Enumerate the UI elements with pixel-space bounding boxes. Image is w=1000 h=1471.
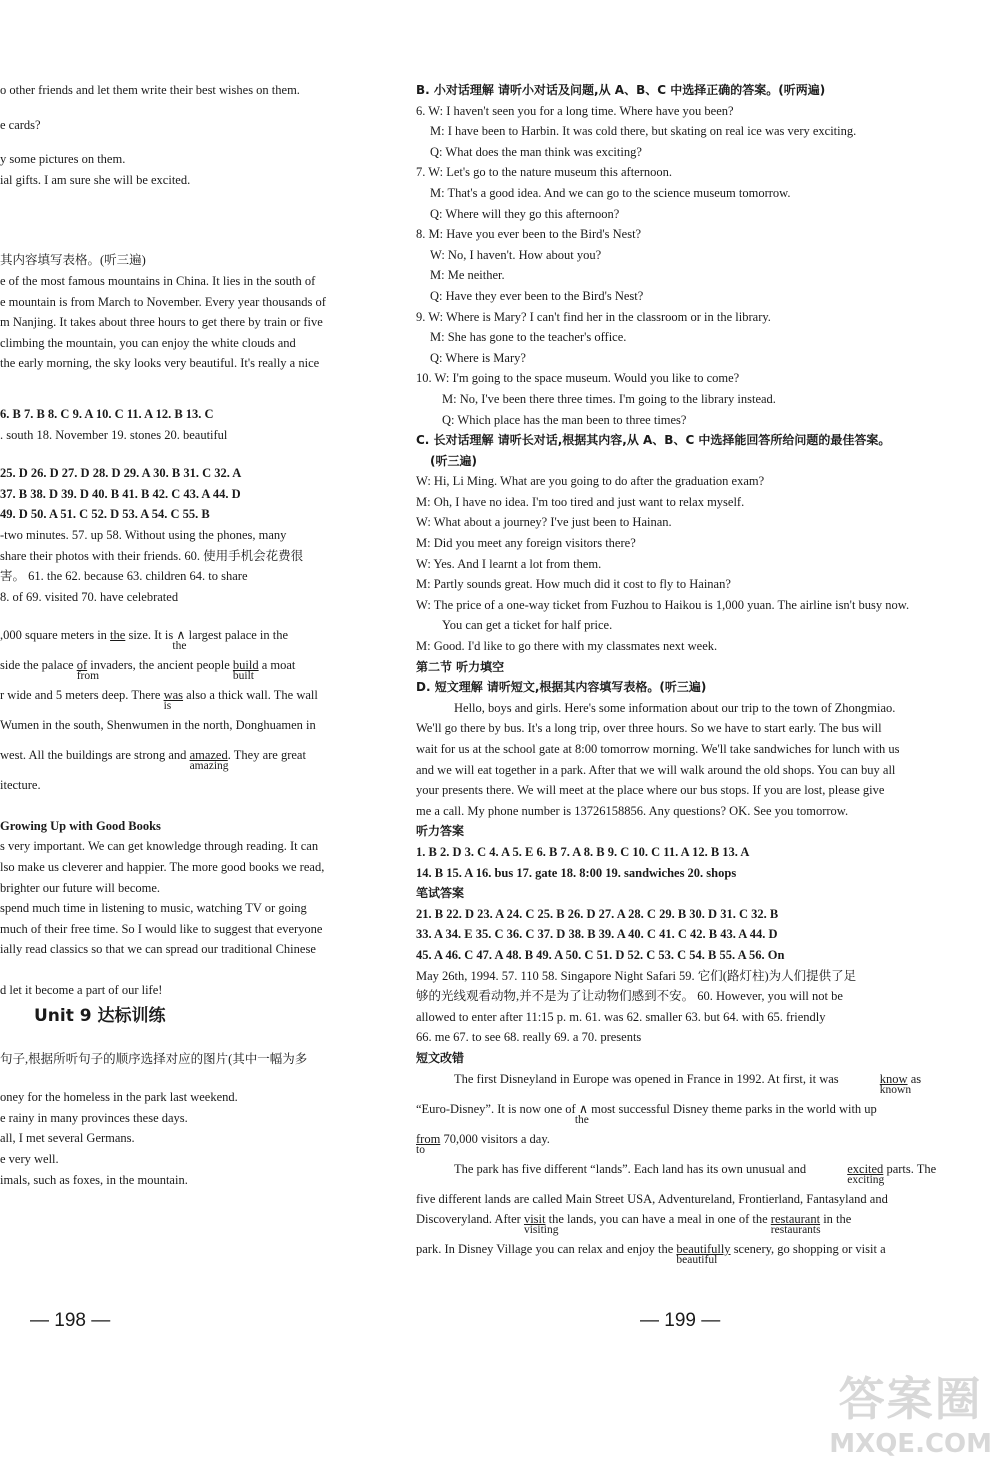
answer-line: allowed to enter after 11:15 p. m. 61. was 62. smaller 63. but 64. with 65. friendly (416, 1009, 826, 1024)
correction-wrong: amazed (189, 748, 228, 763)
passage-line: We'll go there by bus. It's a long trip, over three hours. So we have to start early. The bus will (416, 721, 882, 736)
correction-wrong: from (416, 1131, 441, 1146)
correction-fix: to (416, 1143, 425, 1156)
section-heading: C. 长对话理解 请听长对话,根据其内容,从 A、B、C 中选择能回答所给问题的最佳答案。 (416, 433, 891, 448)
text-line: e mountain is from March to November. Every year thousands of (0, 294, 326, 309)
watermark (829, 1363, 992, 1459)
answer-line: share their photos with their friends. 60. 使用手机会花费很 (0, 548, 304, 563)
dialog-line: 7. W: Let's go to the nature museum this afternoon. (416, 165, 673, 180)
correction-fix: built (232, 670, 254, 683)
dialog-line: W: The price of a one-way ticket from Fuzhou to Haikou is 1,000 yuan. The airline isn't busy now. (416, 597, 910, 612)
answer-line: 25. D 26. D 27. D 28. D 29. A 30. B 31. C 32. A (0, 466, 242, 481)
text-line: 其内容填写表格。(听三遍) (0, 253, 146, 268)
dialog-line: M: Good. I'd like to go there with my classmates next week. (416, 639, 718, 654)
dialog-line: 9. W: Where is Mary? I can't find her in the classroom or in the library. (416, 309, 771, 324)
correction-fix: known (879, 1083, 912, 1096)
dialog-line: M: She has gone to the teacher's office. (430, 330, 627, 345)
correction-line: park. In Disney Village you can relax and enjoy the beautifully beautiful scenery, go shopping or visit a (416, 1239, 990, 1269)
correction-fix: visiting (523, 1224, 559, 1237)
correction-line: from to 70,000 visitors a day. (416, 1129, 990, 1159)
correction-line: Discoveryland. After visit visiting the lands, you can have a meal in one of the restaurant restaurants in the (416, 1209, 990, 1239)
correction-line: The park has five different “lands”. Each land has its own unusual and excited exciting parts. The (416, 1159, 990, 1189)
text-line: the early morning, the sky looks very beautiful. It's really a nice (0, 356, 320, 371)
dialog-line: M: That's a good idea. And we can go to the science museum tomorrow. (430, 185, 791, 200)
dialog-line: Q: Which place has the man been to three times? (442, 412, 687, 427)
answers-heading: 笔试答案 (416, 886, 465, 901)
watermark-logo: 答案圈 (838, 1372, 983, 1426)
page-number-left: — 198 — (30, 1310, 111, 1331)
section-heading: D. 短文理解 请听短文,根据其内容填写表格。(听三遍) (416, 680, 707, 695)
correction-fix: from (76, 670, 100, 683)
dialog-line: M: Oh, I have no idea. I'm too tired and just want to relax myself. (416, 494, 745, 509)
essay-line: brighter our future will become. (0, 880, 161, 895)
correction-wrong: restaurant (770, 1212, 821, 1227)
essay-line: lso make us cleverer and happier. The more good books we read, (0, 860, 325, 875)
text-line: e very well. (0, 1152, 59, 1166)
insert-caret: ∧ (176, 628, 186, 643)
text-line: m Nanjing. It takes about three hours to get there by train or five (0, 315, 323, 330)
section-heading-cont: (听三遍) (430, 453, 477, 468)
page-number-right: — 199 — (640, 1310, 721, 1331)
answer-line: 8. of 69. visited 70. have celebrated (0, 589, 179, 604)
correction-line: side the palace of from invaders, the ancient people build built a moat (0, 655, 388, 685)
answer-line: 14. B 15. A 16. bus 17. gate 18. 8:00 19. sandwiches 20. shops (416, 865, 737, 880)
dialog-line: M: No, I've been there three times. I'm going to the library instead. (442, 391, 776, 406)
answer-line: 45. A 46. C 47. A 48. B 49. A 50. C 51. D 52. C 53. C 54. B 55. A 56. On (416, 947, 785, 962)
text-line: e rainy in many provinces these days. (0, 1110, 188, 1125)
passage-line: me a call. My phone number is 13726158856. Any questions? OK. See you tomorrow. (416, 803, 849, 818)
correction-wrong: excited (847, 1161, 884, 1176)
correction-line: west. All the buildings are strong and amazed amazing . They are great (0, 745, 388, 775)
dialog-line: W: Hi, Li Ming. What are you going to do after the graduation exam? (416, 474, 765, 489)
essay-title: Growing Up with Good Books (0, 818, 161, 833)
right-column (416, 80, 990, 1269)
correction-wrong: know (879, 1071, 908, 1086)
passage-line: five different lands are called Main Street USA, Adventureland, Frontierland, Fantasyland and (416, 1191, 888, 1206)
correction-fix: exciting (847, 1173, 885, 1186)
text-line: all, I met several Germans. (0, 1131, 135, 1146)
correction-wrong: visit (523, 1212, 546, 1227)
correction-wrong: beautifully (676, 1242, 731, 1257)
correction-wrong: build (232, 658, 259, 673)
passage-line: wait for us at the school gate at 8:00 tomorrow morning. We'll take sandwiches for lunch with us (416, 742, 900, 756)
essay-line: s very important. We can get knowledge through reading. It can (0, 839, 319, 854)
passage-line: your presents there. We will meet at the place where our bus stops. If you are lost, please give (416, 783, 885, 798)
dialog-line: M: Partly sounds great. How much did it cost to fly to Hainan? (416, 577, 731, 592)
dialog-line: M: Me neither. (430, 268, 505, 283)
text-line: e of the most famous mountains in China. It lies in the south of (0, 273, 316, 288)
essay-line: d let it become a part of our life! (0, 983, 163, 998)
answer-line: 21. B 22. D 23. A 24. C 25. B 26. D 27. A 28. C 29. B 30. D 31. C 32. B (416, 906, 779, 921)
dialog-line: Q: What does the man think was exciting? (430, 144, 642, 159)
correction-wrong: was (163, 688, 184, 703)
correction-fix: the (172, 640, 187, 653)
dialog-line: 8. M: Have you ever been to the Bird's Nest? (416, 227, 642, 242)
correction-wrong: the (110, 628, 126, 643)
correction-line: “Euro-Disney”. It is now one of ∧ the most successful Disney theme parks in the world with up (416, 1099, 990, 1129)
text-line: y some pictures on them. (0, 152, 126, 167)
text-line: Wumen in the south, Shenwumen in the north, Donghuamen in (0, 718, 316, 733)
left-column (0, 80, 388, 1190)
correction-fix: restaurants (770, 1224, 821, 1237)
text-line: itecture. (0, 778, 41, 793)
dialog-line: Q: Have they ever been to the Bird's Nest? (430, 288, 644, 303)
text-line: ial gifts. I am sure she will be excited. (0, 172, 191, 187)
watermark-url: MXQE.COM (829, 1429, 992, 1459)
text-line: imals, such as foxes, in the mountain. (0, 1172, 188, 1187)
answer-line: 够的光线观看动物,并不是为了让动物们感到不安。 60. However, you will not be (416, 989, 843, 1004)
insert-caret: ∧ (578, 1101, 588, 1116)
text-line: 句子,根据所听句子的顺序选择对应的图片(其中一幅为多 (0, 1051, 308, 1066)
dialog-line: 6. W: I haven't seen you for a long time. Where have you been? (416, 103, 734, 118)
answer-line: 37. B 38. D 39. D 40. B 41. B 42. C 43. A 44. D (0, 486, 241, 501)
answer-line: May 26th, 1994. 57. 110 58. Singapore Night Safari 59. 它们(路灯柱)为人们提供了足 (416, 968, 857, 983)
correction-fix: beautiful (676, 1254, 718, 1267)
answer-line: -two minutes. 57. up 58. Without using the phones, many (0, 527, 287, 542)
correction-line: r wide and 5 meters deep. There was is also a thick wall. The wall (0, 685, 388, 715)
answer-line: 1. B 2. D 3. C 4. A 5. E 6. B 7. A 8. B 9. C 10. C 11. A 12. B 13. A (416, 844, 750, 859)
text-line: climbing the mountain, you can enjoy the white clouds and (0, 335, 296, 350)
passage-line: and we will eat together in a park. After that we will walk around the old shops. You can buy all (416, 762, 896, 777)
dialog-line: You can get a ticket for half price. (442, 618, 613, 633)
answer-line: 49. D 50. A 51. C 52. D 53. A 54. C 55. B (0, 507, 210, 522)
answer-line: 33. A 34. E 35. C 36. C 37. D 38. B 39. A 40. C 41. C 42. B 43. A 44. D (416, 927, 778, 942)
text-line: e cards? (0, 117, 41, 132)
dialog-line: W: Yes. And I learnt a lot from them. (416, 556, 602, 571)
correction-fix: is (163, 700, 172, 713)
passage-line: Hello, boys and girls. Here's some information about our trip to the town of Zhongmiao. (454, 700, 896, 715)
answer-line: 66. me 67. to see 68. really 69. a 70. presents (416, 1030, 642, 1045)
essay-line: ially read classics so that we can spread our traditional Chinese (0, 942, 316, 957)
correction-fix: the (574, 1113, 589, 1126)
dialog-line: 10. W: I'm going to the space museum. Would you like to come? (416, 371, 740, 386)
correction-line: The first Disneyland in Europe was opened in France in 1992. At first, it was know known as (416, 1069, 990, 1099)
essay-line: spend much time in listening to music, watching TV or going (0, 901, 307, 916)
dialog-line: M: I have been to Harbin. It was cold there, but skating on real ice was very exciting. (430, 124, 857, 139)
answer-line: . south 18. November 19. stones 20. beautiful (0, 427, 228, 442)
correction-line: ,000 square meters in the size. It is ∧ the largest palace in the (0, 625, 388, 655)
text-line: o other friends and let them write their best wishes on them. (0, 83, 300, 97)
answer-line: 害。 61. the 62. because 63. children 64. to share (0, 569, 248, 584)
essay-line: much of their free time. So I would like to suggest that everyone (0, 921, 323, 936)
dialog-line: Q: Where is Mary? (430, 350, 526, 365)
dialog-line: Q: Where will they go this afternoon? (430, 206, 620, 221)
text-line: oney for the homeless in the park last weekend. (0, 1090, 238, 1105)
unit-title: Unit 9 达标训练 (34, 1005, 166, 1026)
correction-wrong: of (76, 658, 88, 673)
answers-heading: 短文改错 (416, 1050, 465, 1065)
answer-line: 6. B 7. B 8. C 9. A 10. C 11. A 12. B 13. C (0, 406, 214, 421)
section-heading: 第二节 听力填空 (416, 659, 505, 674)
answers-heading: 听力答案 (416, 824, 465, 839)
dialog-line: W: No, I haven't. How about you? (430, 247, 602, 262)
correction-fix: amazing (189, 760, 229, 773)
dialog-line: M: Did you meet any foreign visitors there? (416, 536, 636, 551)
section-heading: B. 小对话理解 请听小对话及问题,从 A、B、C 中选择正确的答案。(听两遍) (416, 83, 826, 97)
dialog-line: W: What about a journey? I've just been to Hainan. (416, 515, 672, 530)
